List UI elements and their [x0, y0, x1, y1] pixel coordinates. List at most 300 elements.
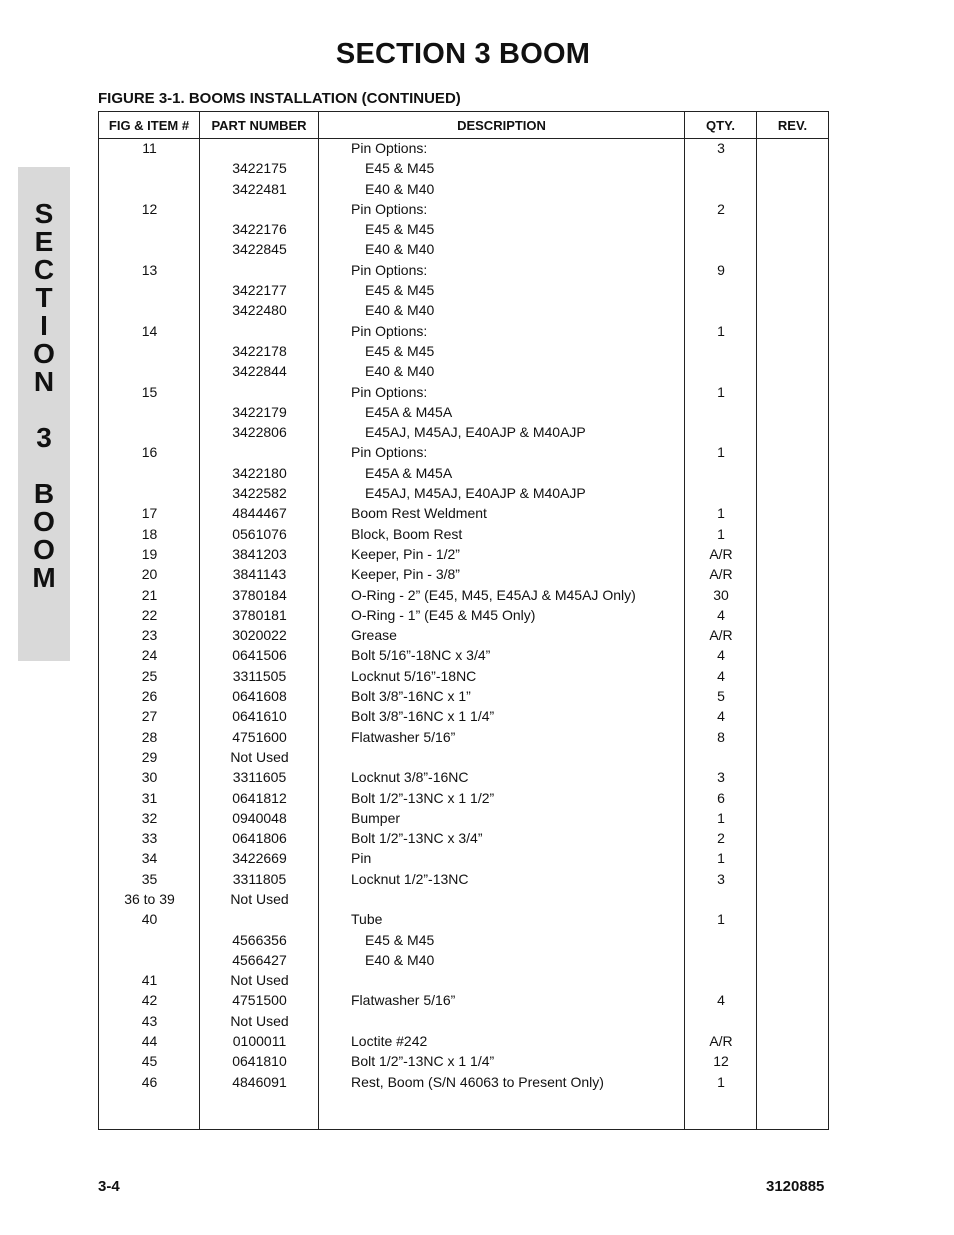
- cell-rev: [757, 930, 828, 950]
- cell-item-number: [99, 239, 200, 259]
- cell-part-number: 0641806: [232, 830, 287, 847]
- cell-description: [319, 747, 685, 767]
- cell-description: Bolt 1/2”-13NC x 1 1/4”: [351, 1053, 495, 1070]
- table-row: [99, 706, 828, 726]
- table-row: [99, 909, 828, 929]
- cell-part-number: 3422845: [232, 241, 287, 258]
- cell-rev: [757, 605, 828, 625]
- cell-rev: [757, 828, 828, 848]
- cell-qty: 1: [717, 1073, 725, 1090]
- cell-item-number: 29: [141, 748, 158, 765]
- cell-item-number: 23: [141, 627, 158, 644]
- side-tab-letter: B: [33, 478, 55, 509]
- table-row: [99, 503, 828, 523]
- cell-rev: [757, 382, 828, 402]
- cell-description: Block, Boom Rest: [351, 525, 463, 542]
- cell-item-number: 12: [141, 200, 158, 217]
- cell-qty: 4: [717, 708, 725, 725]
- cell-description: Pin Options:: [351, 200, 428, 217]
- cell-rev: [757, 158, 828, 178]
- cell-part-number: [200, 442, 319, 462]
- cell-qty: 1: [717, 911, 725, 928]
- side-tab-letter: N: [33, 366, 55, 397]
- table-row: [99, 1031, 828, 1051]
- cell-description: Pin Options:: [351, 383, 428, 400]
- cell-description: Tube: [351, 911, 383, 928]
- cell-qty: [685, 219, 757, 239]
- cell-part-number: [200, 260, 319, 280]
- cell-qty: A/R: [709, 1033, 733, 1050]
- cell-description: E45 & M45: [365, 342, 435, 359]
- table-row: [99, 950, 828, 970]
- table-header: [99, 112, 828, 139]
- cell-part-number: 4844467: [232, 505, 287, 522]
- table-row: [99, 828, 828, 848]
- cell-description: Bolt 3/8”-16NC x 1”: [351, 688, 471, 705]
- cell-item-number: [99, 300, 200, 320]
- cell-description: Bolt 3/8”-16NC x 1 1/4”: [351, 708, 495, 725]
- side-tab-letter: C: [33, 254, 55, 285]
- cell-qty: 1: [717, 444, 725, 461]
- side-tab-letter: 3: [36, 422, 52, 453]
- cell-item-number: 15: [141, 383, 158, 400]
- table-row: [99, 666, 828, 686]
- table-row: [99, 869, 828, 889]
- cell-qty: [685, 280, 757, 300]
- cell-part-number: 3020022: [232, 627, 287, 644]
- cell-qty: [685, 483, 757, 503]
- cell-description: E40 & M40: [365, 180, 435, 197]
- table-row: [99, 219, 828, 239]
- cell-part-number: [200, 321, 319, 341]
- cell-item-number: [99, 280, 200, 300]
- cell-item-number: 19: [141, 545, 158, 562]
- cell-part-number: 3422669: [232, 850, 287, 867]
- cell-part-number: 3422480: [232, 302, 287, 319]
- table-row: [99, 889, 828, 909]
- cell-rev: [757, 422, 828, 442]
- cell-item-number: [99, 483, 200, 503]
- cell-rev: [757, 889, 828, 909]
- cell-rev: [757, 463, 828, 483]
- side-tab-letter: O: [33, 506, 55, 537]
- cell-item-number: 42: [141, 992, 158, 1009]
- cell-qty: [685, 950, 757, 970]
- cell-part-number: 4846091: [232, 1073, 287, 1090]
- cell-item-number: 36 to 39: [124, 890, 175, 907]
- cell-rev: [757, 909, 828, 929]
- cell-item-number: 13: [141, 261, 158, 278]
- page-number: 3-4: [98, 1178, 120, 1195]
- table-row: [99, 524, 828, 544]
- cell-item-number: 11: [142, 140, 157, 156]
- table-row: [99, 930, 828, 950]
- table-row: [99, 645, 828, 665]
- table-body: [99, 138, 828, 1092]
- cell-description: [319, 889, 685, 909]
- cell-description: Pin Options:: [351, 140, 428, 156]
- cell-qty: 12: [713, 1053, 729, 1070]
- cell-part-number: 0641608: [232, 688, 287, 705]
- cell-item-number: 16: [141, 444, 158, 461]
- cell-description: Locknut 1/2”-13NC: [351, 870, 469, 887]
- cell-qty: 2: [717, 830, 725, 847]
- table-row: [99, 341, 828, 361]
- cell-rev: [757, 442, 828, 462]
- cell-description: Keeper, Pin - 3/8”: [351, 566, 460, 583]
- cell-item-number: 32: [141, 809, 158, 826]
- table-row: [99, 767, 828, 787]
- cell-rev: [757, 645, 828, 665]
- cell-rev: [757, 706, 828, 726]
- cell-item-number: [99, 463, 200, 483]
- document-number: 3120885: [766, 1178, 825, 1195]
- cell-rev: [757, 402, 828, 422]
- cell-item-number: 28: [141, 728, 158, 745]
- cell-part-number: 3422582: [232, 485, 287, 502]
- cell-description: E45 & M45: [365, 160, 435, 177]
- cell-description: E45 & M45: [365, 221, 435, 238]
- cell-item-number: 30: [141, 769, 158, 786]
- cell-rev: [757, 970, 828, 990]
- cell-description: Pin Options:: [351, 261, 428, 278]
- cell-part-number: 3422844: [232, 363, 287, 380]
- cell-item-number: [99, 402, 200, 422]
- cell-part-number: 3422177: [232, 282, 287, 299]
- cell-part-number: 0641506: [232, 647, 287, 664]
- cell-qty: 9: [717, 261, 725, 278]
- cell-part-number: 3311505: [232, 667, 287, 684]
- table-row: [99, 727, 828, 747]
- cell-rev: [757, 990, 828, 1010]
- cell-description: E45 & M45: [365, 931, 435, 948]
- table-row: [99, 1051, 828, 1071]
- cell-qty: A/R: [709, 545, 733, 562]
- cell-part-number: 3780181: [232, 606, 287, 623]
- cell-item-number: 45: [141, 1053, 158, 1070]
- cell-rev: [757, 138, 828, 158]
- cell-item-number: 43: [141, 1012, 158, 1029]
- cell-qty: 2: [717, 200, 725, 217]
- cell-item-number: 21: [141, 586, 158, 603]
- cell-description: [319, 970, 685, 990]
- table-row: [99, 158, 828, 178]
- cell-item-number: 25: [141, 667, 158, 684]
- side-tab-letter: I: [40, 310, 48, 341]
- cell-part-number: 0641810: [232, 1053, 287, 1070]
- cell-rev: [757, 341, 828, 361]
- cell-description: Flatwasher 5/16”: [351, 728, 456, 745]
- cell-description: Bolt 5/16”-18NC x 3/4”: [351, 647, 491, 664]
- table-row: [99, 442, 828, 462]
- cell-qty: [685, 747, 757, 767]
- table-row: [99, 544, 828, 564]
- cell-rev: [757, 239, 828, 259]
- cell-part-number: 4566356: [232, 931, 287, 948]
- cell-qty: 8: [717, 728, 725, 745]
- cell-description: Rest, Boom (S/N 46063 to Present Only): [351, 1073, 604, 1090]
- cell-item-number: 40: [141, 911, 158, 928]
- table-row: [99, 585, 828, 605]
- cell-part-number: 4751600: [232, 728, 287, 745]
- cell-item-number: [99, 422, 200, 442]
- cell-description: E45A & M45A: [365, 464, 453, 481]
- table-row: [99, 321, 828, 341]
- cell-rev: [757, 869, 828, 889]
- cell-description: Pin: [351, 850, 372, 867]
- cell-rev: [757, 564, 828, 584]
- cell-qty: 3: [717, 870, 725, 887]
- cell-item-number: 26: [141, 688, 158, 705]
- table-row: [99, 463, 828, 483]
- table-row: [99, 1072, 828, 1092]
- cell-item-number: [99, 179, 200, 199]
- cell-qty: [685, 1011, 757, 1031]
- cell-rev: [757, 767, 828, 787]
- cell-description: E45AJ, M45AJ, E40AJP & M40AJP: [365, 485, 586, 502]
- cell-description: Bumper: [351, 809, 401, 826]
- cell-item-number: 33: [141, 830, 158, 847]
- cell-rev: [757, 1011, 828, 1031]
- table-row: [99, 747, 828, 767]
- cell-qty: [685, 402, 757, 422]
- table-row: [99, 483, 828, 503]
- cell-rev: [757, 625, 828, 645]
- cell-qty: [685, 889, 757, 909]
- cell-qty: [685, 179, 757, 199]
- cell-part-number: 3422178: [232, 342, 287, 359]
- cell-qty: 6: [717, 789, 725, 806]
- cell-qty: 4: [717, 992, 725, 1009]
- table-row: [99, 402, 828, 422]
- cell-part-number: [200, 199, 319, 219]
- cell-part-number: 3422176: [232, 221, 287, 238]
- cell-item-number: 35: [141, 870, 158, 887]
- table-row: [99, 361, 828, 381]
- cell-part-number: 3422806: [232, 424, 287, 441]
- cell-rev: [757, 585, 828, 605]
- table-row: [99, 179, 828, 199]
- cell-part-number: 3841203: [232, 545, 287, 562]
- cell-part-number: 3422180: [232, 464, 287, 481]
- cell-qty: 1: [717, 809, 725, 826]
- table-row: [99, 280, 828, 300]
- cell-rev: [757, 727, 828, 747]
- cell-rev: [757, 1031, 828, 1051]
- cell-qty: [685, 361, 757, 381]
- cell-part-number: 3780184: [232, 586, 287, 603]
- cell-item-number: [99, 950, 200, 970]
- cell-rev: [757, 280, 828, 300]
- cell-rev: [757, 666, 828, 686]
- cell-item-number: 17: [141, 505, 158, 522]
- table-row: [99, 1011, 828, 1031]
- cell-rev: [757, 686, 828, 706]
- cell-item-number: 34: [141, 850, 158, 867]
- cell-rev: [757, 260, 828, 280]
- table-row: [99, 990, 828, 1010]
- cell-qty: A/R: [709, 566, 733, 583]
- cell-qty: 3: [717, 769, 725, 786]
- cell-part-number: 0940048: [232, 809, 287, 826]
- cell-rev: [757, 219, 828, 239]
- cell-item-number: 41: [141, 972, 158, 989]
- cell-description: E45AJ, M45AJ, E40AJP & M40AJP: [365, 424, 586, 441]
- header-qty: QTY.: [685, 112, 757, 138]
- table-row: [99, 300, 828, 320]
- table-row: [99, 564, 828, 584]
- cell-part-number: 3311605: [232, 769, 287, 786]
- cell-qty: [685, 239, 757, 259]
- table-row: [99, 422, 828, 442]
- cell-qty: 4: [717, 667, 725, 684]
- cell-item-number: 22: [141, 606, 158, 623]
- cell-description: Flatwasher 5/16”: [351, 992, 456, 1009]
- cell-item-number: 27: [141, 708, 158, 725]
- cell-item-number: 24: [141, 647, 158, 664]
- cell-qty: 4: [717, 606, 725, 623]
- parts-table: [98, 111, 829, 1130]
- cell-rev: [757, 1051, 828, 1071]
- cell-part-number: 3311805: [232, 870, 287, 887]
- cell-part-number: 4566427: [232, 951, 287, 968]
- cell-qty: A/R: [709, 627, 733, 644]
- cell-description: O-Ring - 2” (E45, M45, E45AJ & M45AJ Only): [351, 586, 636, 603]
- cell-part-number: Not Used: [230, 1012, 289, 1029]
- cell-description: E45A & M45A: [365, 403, 453, 420]
- cell-item-number: [99, 158, 200, 178]
- cell-item-number: 14: [141, 322, 158, 339]
- table-row: [99, 199, 828, 219]
- cell-qty: 1: [717, 850, 725, 867]
- cell-description: Loctite #242: [351, 1033, 428, 1050]
- cell-description: E40 & M40: [365, 951, 435, 968]
- table-row: [99, 605, 828, 625]
- header-fig-item: FIG & ITEM #: [99, 112, 200, 138]
- table-row: [99, 382, 828, 402]
- cell-qty: [685, 463, 757, 483]
- cell-description: Boom Rest Weldment: [351, 505, 487, 522]
- cell-rev: [757, 848, 828, 868]
- cell-item-number: [99, 930, 200, 950]
- cell-qty: [685, 341, 757, 361]
- cell-qty: 4: [717, 647, 725, 664]
- cell-part-number: 3422179: [232, 403, 287, 420]
- side-tab-letter: M: [32, 562, 56, 593]
- cell-part-number: 0100011: [232, 1033, 287, 1050]
- cell-item-number: [99, 341, 200, 361]
- cell-part-number: Not Used: [230, 972, 289, 989]
- cell-part-number: Not Used: [230, 890, 289, 907]
- cell-item-number: 31: [141, 789, 158, 806]
- table-row: [99, 788, 828, 808]
- cell-qty: [685, 422, 757, 442]
- side-tab-letter: T: [35, 282, 53, 313]
- cell-description: E40 & M40: [365, 302, 435, 319]
- cell-rev: [757, 179, 828, 199]
- side-tab-letter: O: [33, 338, 55, 369]
- cell-description: Locknut 5/16”-18NC: [351, 667, 477, 684]
- cell-rev: [757, 483, 828, 503]
- header-description: DESCRIPTION: [319, 112, 685, 138]
- cell-part-number: 0641812: [232, 789, 287, 806]
- cell-part-number: 4751500: [232, 992, 287, 1009]
- cell-description: Pin Options:: [351, 322, 428, 339]
- header-part-number: PART NUMBER: [200, 112, 319, 138]
- cell-qty: 1: [717, 322, 725, 339]
- cell-rev: [757, 199, 828, 219]
- cell-rev: [757, 788, 828, 808]
- cell-description: Pin Options:: [351, 444, 428, 461]
- table-row: [99, 848, 828, 868]
- cell-rev: [757, 524, 828, 544]
- cell-item-number: 18: [141, 525, 158, 542]
- cell-qty: 1: [717, 505, 725, 522]
- cell-item-number: 44: [141, 1033, 158, 1050]
- cell-description: E40 & M40: [365, 363, 435, 380]
- table-row: [99, 239, 828, 259]
- cell-rev: [757, 503, 828, 523]
- table-row: [99, 138, 828, 158]
- cell-rev: [757, 1072, 828, 1092]
- cell-rev: [757, 544, 828, 564]
- cell-description: E40 & M40: [365, 241, 435, 258]
- cell-qty: [685, 300, 757, 320]
- cell-item-number: [99, 219, 200, 239]
- cell-description: [319, 1011, 685, 1031]
- section-side-tab: [18, 167, 70, 661]
- table-row: [99, 260, 828, 280]
- cell-qty: 3: [717, 140, 725, 156]
- cell-qty: 1: [717, 383, 725, 400]
- cell-qty: 5: [717, 688, 725, 705]
- side-tab-letter: E: [34, 226, 54, 257]
- cell-description: Bolt 1/2”-13NC x 3/4”: [351, 830, 483, 847]
- cell-qty: 30: [713, 586, 729, 603]
- cell-description: Bolt 1/2”-13NC x 1 1/2”: [351, 789, 495, 806]
- cell-description: E45 & M45: [365, 282, 435, 299]
- cell-qty: [685, 970, 757, 990]
- cell-part-number: 3841143: [232, 566, 287, 583]
- table-row: [99, 686, 828, 706]
- cell-part-number: Not Used: [230, 748, 289, 765]
- table-row: [99, 625, 828, 645]
- cell-part-number: 0641610: [232, 708, 287, 725]
- cell-description: Keeper, Pin - 1/2”: [351, 545, 460, 562]
- cell-qty: 1: [717, 525, 725, 542]
- side-tab-letter: S: [34, 198, 54, 229]
- cell-rev: [757, 747, 828, 767]
- table-row: [99, 808, 828, 828]
- cell-part-number: [200, 909, 319, 929]
- side-tab-spacer: [18, 396, 70, 424]
- header-rev: REV.: [777, 117, 808, 133]
- cell-part-number: [200, 138, 319, 158]
- cell-description: Grease: [351, 627, 397, 644]
- side-tab-spacer: [18, 452, 70, 480]
- table-row: [99, 970, 828, 990]
- cell-rev: [757, 361, 828, 381]
- page-title: SECTION 3 BOOM: [335, 38, 591, 70]
- cell-description: Locknut 3/8”-16NC: [351, 769, 469, 786]
- cell-item-number: 20: [141, 566, 158, 583]
- cell-rev: [757, 808, 828, 828]
- cell-rev: [757, 321, 828, 341]
- cell-part-number: 3422481: [232, 180, 287, 197]
- figure-caption: FIGURE 3-1. BOOMS INSTALLATION (CONTINUED): [98, 90, 461, 107]
- cell-part-number: 3422175: [232, 160, 287, 177]
- cell-qty: [685, 158, 757, 178]
